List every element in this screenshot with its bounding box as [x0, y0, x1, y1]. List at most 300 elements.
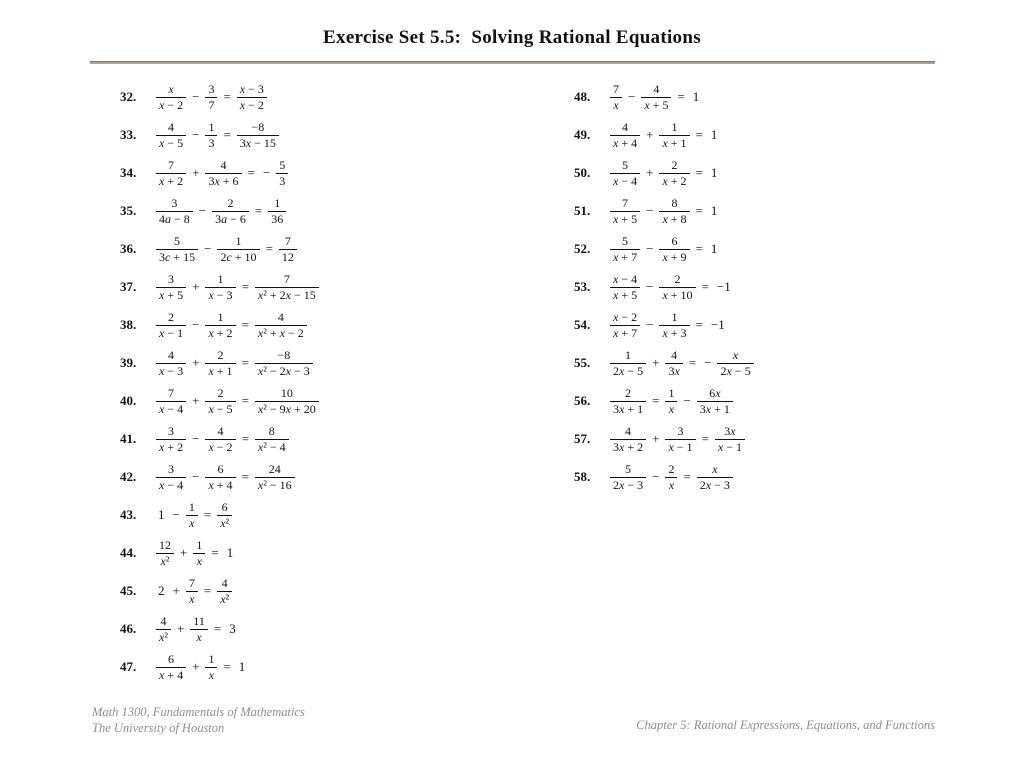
- math-text: =: [203, 583, 212, 598]
- fraction-numerator: 6x: [697, 386, 733, 401]
- fraction-denominator: x + 7: [613, 325, 638, 340]
- fraction: [665, 462, 677, 492]
- fraction: [268, 196, 286, 226]
- fraction-numerator: x − 2: [610, 310, 640, 325]
- math-text: =: [223, 659, 231, 674]
- fraction-denominator: x − 2: [159, 97, 184, 112]
- fraction-denominator: x − 2: [239, 97, 264, 112]
- fraction-numerator: x: [156, 82, 186, 97]
- problem-number: 58.: [574, 469, 591, 484]
- fraction: [610, 424, 646, 454]
- fraction-denominator: x − 2: [208, 439, 233, 454]
- math-text: =: [677, 89, 685, 104]
- problem-row: [574, 116, 756, 154]
- fraction-denominator: x + 1: [208, 363, 233, 378]
- problem-row: [120, 420, 321, 458]
- math-text: 3: [229, 621, 236, 636]
- problem-number: 51.: [574, 203, 591, 218]
- math-text: +: [646, 165, 654, 180]
- fraction-numerator: 3: [156, 462, 186, 477]
- problem-number: 39.: [120, 355, 137, 370]
- fraction: [717, 348, 753, 378]
- fraction: [156, 462, 186, 492]
- math-text: −: [652, 469, 660, 484]
- fraction-numerator: 7: [610, 82, 622, 97]
- math-text: −: [704, 355, 712, 370]
- fraction: [255, 272, 319, 302]
- fraction-numerator: 1: [610, 348, 646, 363]
- equation: [154, 424, 291, 454]
- fraction: [237, 82, 267, 112]
- fraction: [156, 614, 171, 644]
- math-text: 1: [710, 203, 718, 218]
- fraction-denominator: x + 2: [159, 173, 184, 188]
- fraction-numerator: 2: [659, 272, 695, 287]
- problem-number: 36.: [120, 241, 137, 256]
- fraction-denominator: x + 5: [613, 211, 638, 226]
- equation: [608, 196, 721, 226]
- fraction-numerator: 4: [156, 348, 186, 363]
- fraction-denominator: x² − 4: [257, 439, 286, 454]
- fraction-denominator: x²: [159, 629, 168, 644]
- fraction-denominator: x − 3: [159, 363, 184, 378]
- equation: [154, 576, 234, 606]
- math-text: 1: [226, 545, 234, 560]
- problem-row: [120, 78, 321, 116]
- fraction: [205, 424, 235, 454]
- fraction-numerator: 2: [156, 310, 186, 325]
- fraction-denominator: 3: [279, 173, 286, 188]
- equation: [154, 234, 299, 264]
- fraction-denominator: x − 4: [159, 401, 184, 416]
- math-text: =: [223, 127, 231, 142]
- math-text: =: [241, 431, 249, 446]
- math-text: =: [203, 507, 212, 522]
- problem-row: [574, 458, 756, 496]
- equation: [608, 462, 735, 492]
- fraction: [665, 424, 695, 454]
- fraction: [190, 614, 208, 644]
- fraction: [205, 272, 235, 302]
- math-text: =: [241, 279, 249, 294]
- problem-number: 53.: [574, 279, 591, 294]
- fraction-denominator: x + 3: [662, 325, 687, 340]
- fraction-numerator: 1: [659, 120, 689, 135]
- math-text: =: [695, 203, 703, 218]
- math-text: +: [180, 545, 188, 560]
- fraction-denominator: x + 4: [613, 135, 638, 150]
- fraction-denominator: x + 2: [208, 325, 233, 340]
- footer-university: The University of Houston: [92, 721, 225, 736]
- math-text: =: [695, 241, 703, 256]
- fraction-denominator: x²: [160, 553, 170, 568]
- math-text: =: [223, 89, 231, 104]
- fraction-denominator: x − 1: [159, 325, 184, 340]
- problem-number: 57.: [574, 431, 591, 446]
- fraction-denominator: x − 3: [208, 287, 233, 302]
- fraction: [641, 82, 671, 112]
- problem-row: [120, 458, 321, 496]
- problem-number: 52.: [574, 241, 591, 256]
- problem-number: 44.: [120, 545, 137, 560]
- math-text: −: [683, 393, 691, 408]
- math-text: =: [213, 621, 222, 636]
- math-text: +: [192, 393, 200, 408]
- problem-number: 56.: [574, 393, 591, 408]
- fraction-denominator: 2x − 5: [613, 363, 644, 378]
- fraction: [205, 158, 241, 188]
- fraction-denominator: x + 2: [662, 173, 687, 188]
- equation: [154, 120, 281, 150]
- fraction-numerator: 6: [659, 234, 689, 249]
- fraction-numerator: 4: [610, 120, 640, 135]
- equation: [608, 424, 747, 454]
- problem-row: [120, 116, 321, 154]
- problem-row: [574, 78, 756, 116]
- math-text: −1: [710, 317, 725, 332]
- fraction-denominator: 3x: [668, 363, 680, 378]
- fraction-numerator: x − 4: [610, 272, 640, 287]
- problems-column-right: [574, 78, 756, 496]
- math-text: −: [204, 241, 212, 256]
- math-text: −: [192, 469, 200, 484]
- fraction-numerator: 1: [659, 310, 689, 325]
- problem-row: [574, 344, 756, 382]
- math-text: −: [646, 279, 654, 294]
- fraction: [276, 158, 288, 188]
- fraction-denominator: x: [189, 591, 195, 606]
- equation: [154, 310, 309, 340]
- fraction-numerator: 4: [205, 158, 241, 173]
- fraction: [715, 424, 745, 454]
- equation: [154, 614, 240, 644]
- fraction-denominator: x: [208, 667, 215, 682]
- fraction-numerator: x: [717, 348, 753, 363]
- math-text: 1: [710, 241, 718, 256]
- fraction-denominator: x + 1: [662, 135, 687, 150]
- math-text: =: [241, 355, 249, 370]
- fraction: [205, 310, 235, 340]
- fraction-numerator: 2: [205, 386, 235, 401]
- equation: [154, 272, 321, 302]
- math-text: =: [241, 317, 249, 332]
- fraction: [156, 196, 193, 226]
- fraction-denominator: 36: [271, 211, 284, 226]
- fraction-denominator: x² + 2x − 15: [257, 287, 316, 302]
- problems-column-left: [120, 78, 321, 686]
- problem-number: 45.: [120, 583, 137, 598]
- fraction-numerator: 3: [205, 82, 217, 97]
- fraction: [610, 310, 640, 340]
- divider-rule: [90, 61, 935, 64]
- fraction: [156, 158, 186, 188]
- fraction-numerator: 6: [205, 462, 235, 477]
- fraction-numerator: 1: [665, 386, 677, 401]
- fraction-denominator: x: [668, 401, 675, 416]
- fraction-numerator: 5: [276, 158, 288, 173]
- fraction-denominator: 3c + 15: [159, 249, 196, 264]
- problem-number: 41.: [120, 431, 137, 446]
- fraction-numerator: 4: [156, 614, 171, 629]
- math-text: 1: [158, 507, 165, 522]
- fraction-numerator: 1: [205, 310, 235, 325]
- problem-number: 33.: [120, 127, 137, 142]
- fraction-denominator: x + 2: [159, 439, 184, 454]
- fraction-denominator: x − 5: [208, 401, 233, 416]
- fraction-numerator: 3x: [715, 424, 745, 439]
- fraction-numerator: x: [697, 462, 733, 477]
- problem-row: [574, 192, 756, 230]
- fraction: [255, 310, 307, 340]
- fraction-numerator: 5: [156, 234, 198, 249]
- fraction-denominator: 3x − 15: [239, 135, 276, 150]
- fraction-denominator: x + 5: [644, 97, 669, 112]
- fraction: [279, 234, 297, 264]
- fraction: [610, 462, 646, 492]
- fraction: [156, 310, 186, 340]
- problem-row: [120, 534, 321, 572]
- fraction-denominator: x + 4: [208, 477, 233, 492]
- fraction: [156, 82, 186, 112]
- fraction-numerator: 4: [217, 576, 232, 591]
- fraction-denominator: x: [668, 477, 675, 492]
- equation: [154, 348, 315, 378]
- fraction-numerator: 1: [186, 500, 198, 515]
- problem-number: 35.: [120, 203, 137, 218]
- fraction-denominator: x + 8: [662, 211, 687, 226]
- fraction-denominator: x² − 16: [257, 477, 292, 492]
- fraction: [610, 158, 640, 188]
- fraction-denominator: x² + x − 2: [257, 325, 304, 340]
- fraction-numerator: 4: [205, 424, 235, 439]
- fraction-denominator: 2x − 3: [699, 477, 730, 492]
- fraction: [156, 386, 186, 416]
- problem-row: [574, 382, 756, 420]
- fraction-numerator: x − 3: [237, 82, 267, 97]
- fraction: [156, 538, 174, 568]
- fraction-numerator: 1: [268, 196, 286, 211]
- problem-number: 48.: [574, 89, 591, 104]
- fraction: [205, 82, 217, 112]
- fraction-denominator: x + 10: [662, 287, 693, 302]
- fraction-numerator: 8: [255, 424, 289, 439]
- equation: [608, 158, 721, 188]
- math-text: +: [192, 165, 200, 180]
- fraction-denominator: 3x + 1: [613, 401, 644, 416]
- fraction-numerator: 7: [156, 386, 186, 401]
- fraction-denominator: x − 4: [159, 477, 184, 492]
- fraction-denominator: 4a − 8: [159, 211, 190, 226]
- fraction-numerator: 5: [610, 462, 646, 477]
- problem-row: [574, 154, 756, 192]
- fraction: [205, 652, 217, 682]
- fraction: [659, 310, 689, 340]
- math-text: =: [247, 165, 255, 180]
- fraction: [697, 386, 733, 416]
- fraction-denominator: 7: [208, 97, 215, 112]
- equation: [154, 158, 290, 188]
- math-text: −: [192, 127, 200, 142]
- fraction: [610, 348, 646, 378]
- fraction: [217, 500, 232, 530]
- math-text: =: [241, 393, 249, 408]
- fraction: [610, 120, 640, 150]
- math-text: =: [683, 469, 691, 484]
- fraction-denominator: 2x − 3: [613, 477, 644, 492]
- page-title: Exercise Set 5.5: Solving Rational Equations: [323, 27, 701, 48]
- equation: [608, 348, 756, 378]
- fraction-denominator: x − 5: [159, 135, 184, 150]
- fraction-denominator: 3x + 2: [613, 439, 644, 454]
- fraction: [156, 348, 186, 378]
- problem-number: 54.: [574, 317, 591, 332]
- problem-row: [120, 230, 321, 268]
- fraction-denominator: x + 9: [662, 249, 687, 264]
- fraction: [610, 234, 640, 264]
- math-text: +: [176, 621, 185, 636]
- fraction: [212, 196, 249, 226]
- fraction-denominator: x: [196, 629, 202, 644]
- fraction: [665, 386, 677, 416]
- problem-number: 50.: [574, 165, 591, 180]
- fraction-numerator: 2: [610, 386, 646, 401]
- problem-number: 49.: [574, 127, 591, 142]
- math-text: +: [652, 431, 660, 446]
- fraction: [156, 272, 186, 302]
- problem-number: 46.: [120, 621, 137, 636]
- fraction-denominator: x + 7: [613, 249, 638, 264]
- problem-row: [574, 306, 756, 344]
- fraction: [610, 196, 640, 226]
- math-text: −: [172, 507, 180, 522]
- math-text: −: [628, 89, 636, 104]
- math-text: 2: [158, 583, 165, 598]
- math-text: +: [172, 583, 180, 598]
- equation: [154, 82, 269, 112]
- fraction-denominator: x: [189, 515, 195, 530]
- problem-number: 38.: [120, 317, 137, 332]
- problem-row: [120, 344, 321, 382]
- fraction-numerator: 1: [193, 538, 205, 553]
- math-text: −: [262, 165, 271, 180]
- fraction-numerator: 12: [156, 538, 174, 553]
- fraction-denominator: 12: [281, 249, 294, 264]
- problem-row: [120, 496, 321, 534]
- math-text: +: [646, 127, 654, 142]
- fraction-numerator: 4: [255, 310, 307, 325]
- footer-course: Math 1300, Fundamentals of Mathematics: [92, 705, 305, 719]
- fraction: [665, 348, 682, 378]
- fraction: [610, 386, 646, 416]
- math-text: =: [265, 241, 273, 256]
- fraction-numerator: 11: [190, 614, 208, 629]
- problem-row: [120, 192, 321, 230]
- fraction-denominator: x²: [220, 591, 230, 606]
- problem-row: [574, 420, 756, 458]
- equation: [608, 272, 735, 302]
- fraction-numerator: 1: [205, 272, 235, 287]
- math-text: 1: [692, 89, 700, 104]
- math-text: +: [192, 355, 200, 370]
- fraction-numerator: 1: [205, 120, 217, 135]
- fraction-denominator: x² − 2x − 3: [257, 363, 310, 378]
- fraction: [217, 234, 259, 264]
- fraction: [237, 120, 279, 150]
- fraction-numerator: −8: [255, 348, 313, 363]
- problem-row: [120, 382, 321, 420]
- equation: [154, 538, 237, 568]
- fraction-denominator: x²: [220, 515, 230, 530]
- fraction: [156, 652, 186, 682]
- fraction-numerator: 24: [255, 462, 295, 477]
- problem-number: 43.: [120, 507, 137, 522]
- math-text: =: [695, 165, 703, 180]
- problem-row: [574, 268, 756, 306]
- math-text: =: [688, 355, 697, 370]
- fraction: [255, 386, 319, 416]
- fraction-denominator: x: [196, 553, 202, 568]
- fraction-numerator: 7: [186, 576, 198, 591]
- fraction: [659, 234, 689, 264]
- equation: [608, 386, 735, 416]
- math-text: −: [646, 241, 654, 256]
- fraction: [255, 348, 313, 378]
- fraction-denominator: 3x + 1: [699, 401, 730, 416]
- math-text: =: [211, 545, 219, 560]
- fraction-numerator: 4: [610, 424, 646, 439]
- fraction: [610, 82, 622, 112]
- fraction-denominator: x: [613, 97, 619, 112]
- equation: [154, 500, 234, 530]
- fraction: [205, 120, 217, 150]
- fraction: [205, 386, 235, 416]
- equation: [608, 120, 721, 150]
- fraction-numerator: 8: [659, 196, 689, 211]
- problem-number: 55.: [574, 355, 591, 370]
- problem-row: [120, 572, 321, 610]
- math-text: =: [695, 317, 703, 332]
- problem-row: [120, 648, 321, 686]
- fraction: [255, 462, 295, 492]
- fraction-denominator: x + 4: [159, 667, 184, 682]
- fraction: [156, 424, 186, 454]
- problem-row: [120, 268, 321, 306]
- math-text: =: [652, 393, 660, 408]
- equation: [154, 386, 321, 416]
- math-text: −: [192, 89, 200, 104]
- fraction-numerator: 6: [217, 500, 232, 515]
- fraction-numerator: 10: [255, 386, 319, 401]
- fraction: [255, 424, 289, 454]
- fraction-numerator: 2: [665, 462, 677, 477]
- math-text: −: [192, 317, 200, 332]
- math-text: +: [192, 659, 200, 674]
- math-text: 1: [238, 659, 246, 674]
- problem-number: 47.: [120, 659, 137, 674]
- fraction-numerator: 3: [156, 196, 193, 211]
- fraction: [205, 462, 235, 492]
- fraction-numerator: 7: [156, 158, 186, 173]
- problem-row: [574, 230, 756, 268]
- fraction-denominator: x − 1: [668, 439, 693, 454]
- fraction: [186, 576, 198, 606]
- fraction: [659, 158, 689, 188]
- fraction-denominator: 3a − 6: [215, 211, 246, 226]
- fraction-denominator: x + 5: [159, 287, 184, 302]
- fraction-denominator: x + 5: [613, 287, 638, 302]
- problem-number: 40.: [120, 393, 137, 408]
- fraction-numerator: 1: [217, 234, 259, 249]
